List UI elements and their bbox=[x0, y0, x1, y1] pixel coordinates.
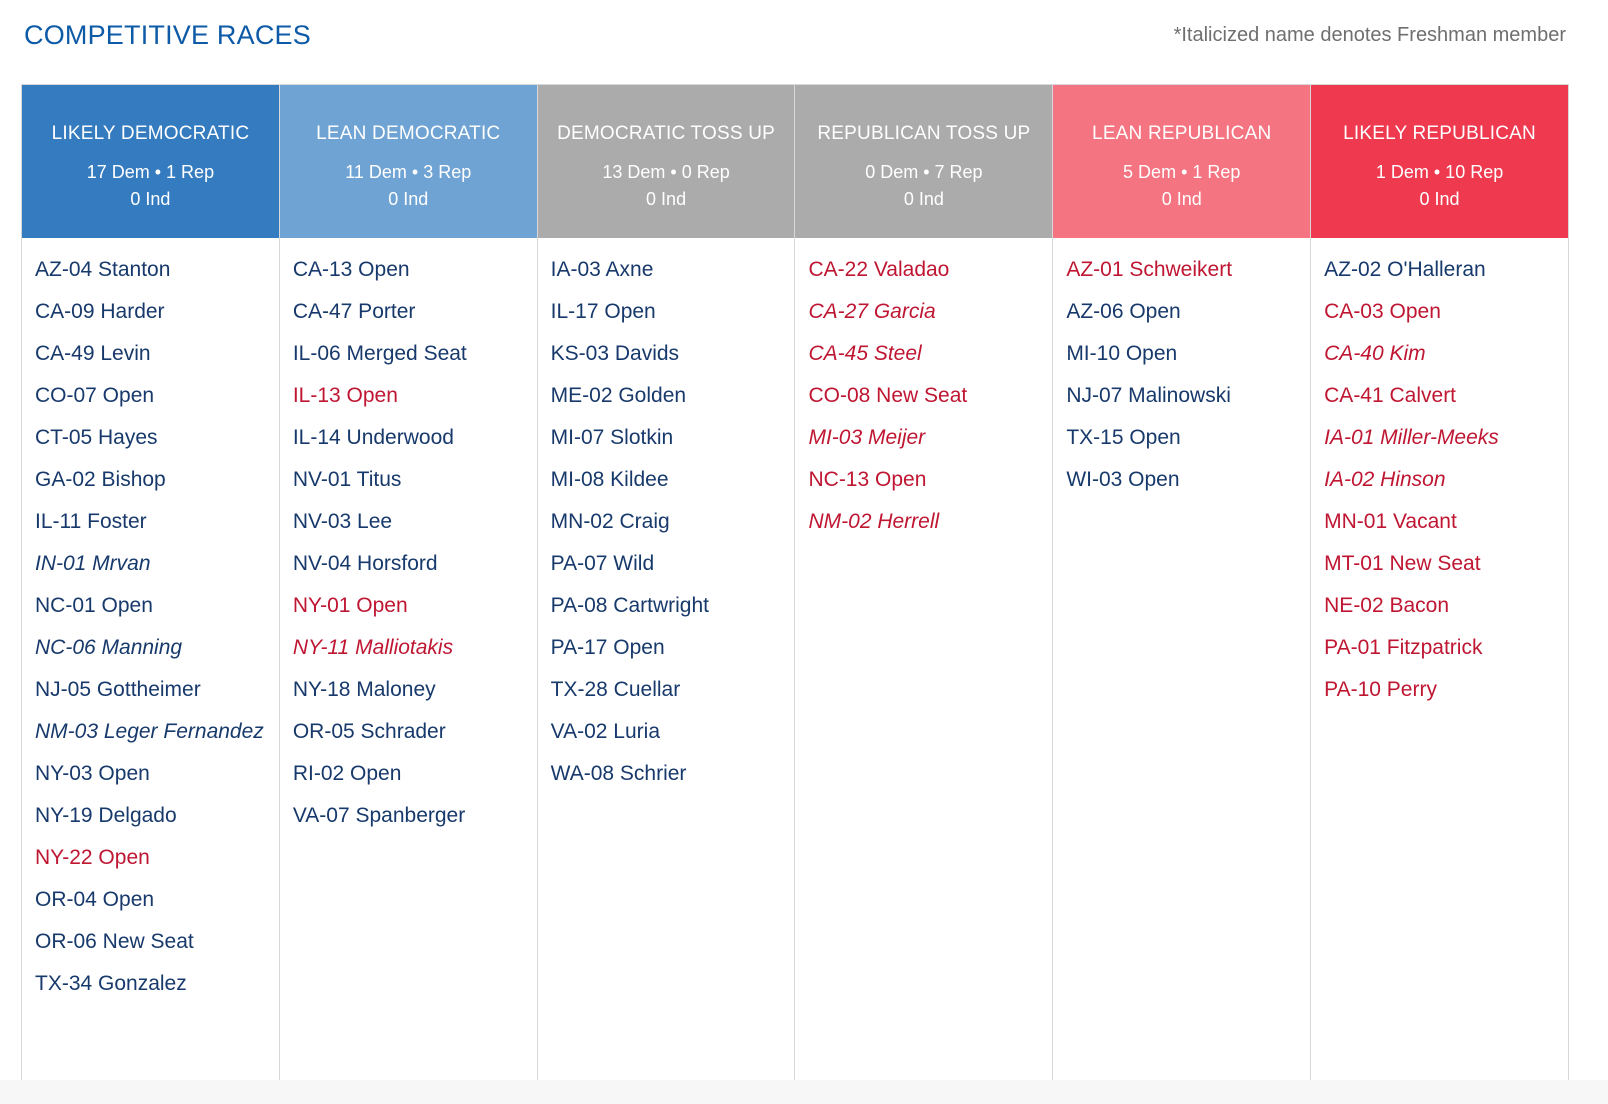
race-link[interactable]: RI-02 Open bbox=[292, 762, 402, 785]
race-link[interactable]: CA-49 Levin bbox=[35, 342, 151, 365]
race-link[interactable]: IL-13 Open bbox=[292, 384, 398, 407]
column-title: DEMOCRATIC TOSS UP bbox=[557, 123, 776, 144]
race-link[interactable]: PA-08 Cartwright bbox=[550, 594, 709, 617]
race-link[interactable]: PA-07 Wild bbox=[550, 552, 655, 575]
race-link[interactable]: MT-01 New Seat bbox=[1324, 552, 1481, 575]
race-link[interactable]: CA-22 Valadao bbox=[808, 258, 950, 281]
column-ind-count: 0 Ind bbox=[1419, 189, 1460, 209]
race-link[interactable]: WA-08 Schrier bbox=[550, 762, 687, 785]
column-title: LIKELY DEMOCRATIC bbox=[51, 123, 250, 144]
race-link[interactable]: KS-03 Davids bbox=[550, 342, 680, 365]
column-likely-republican bbox=[1310, 85, 1568, 1083]
page-footer-strip bbox=[0, 1080, 1608, 1104]
column-header-lean-republican bbox=[1053, 85, 1310, 238]
race-link[interactable]: NJ-07 Malinowski bbox=[1066, 384, 1231, 407]
race-link[interactable]: MI-10 Open bbox=[1066, 342, 1178, 365]
column-seat-counts: 13 Dem • 0 Rep bbox=[602, 162, 730, 182]
column-race-list bbox=[22, 238, 279, 1010]
race-link[interactable]: NY-03 Open bbox=[35, 762, 150, 785]
race-link[interactable]: CA-13 Open bbox=[292, 258, 410, 281]
race-link[interactable]: NV-01 Titus bbox=[292, 468, 402, 491]
column-seat-counts: 5 Dem • 1 Rep bbox=[1123, 162, 1241, 182]
race-link[interactable]: NV-04 Horsford bbox=[292, 552, 438, 575]
column-header-democratic-toss-up bbox=[538, 85, 795, 238]
race-link[interactable]: PA-17 Open bbox=[550, 636, 665, 659]
column-likely-democratic bbox=[22, 85, 279, 1083]
column-header-likely-republican bbox=[1311, 85, 1568, 238]
race-link[interactable]: IL-11 Foster bbox=[35, 510, 147, 533]
race-link[interactable]: NC-13 Open bbox=[808, 468, 927, 491]
race-link[interactable]: IL-17 Open bbox=[550, 300, 656, 323]
race-link[interactable]: TX-28 Cuellar bbox=[550, 678, 681, 701]
race-link[interactable]: NY-01 Open bbox=[292, 594, 408, 617]
race-link[interactable]: OR-06 New Seat bbox=[35, 930, 194, 953]
race-link[interactable]: CO-08 New Seat bbox=[808, 384, 968, 407]
column-header-lean-democratic bbox=[280, 85, 537, 238]
column-ind-count: 0 Ind bbox=[903, 189, 944, 209]
page-title: COMPETITIVE RACES bbox=[24, 20, 311, 50]
freshman-footnote: *Italicized name denotes Freshman member bbox=[1173, 24, 1566, 46]
race-link[interactable]: NY-19 Delgado bbox=[35, 804, 177, 827]
race-link[interactable]: CA-27 Garcia bbox=[808, 300, 936, 323]
column-title: LIKELY REPUBLICAN bbox=[1343, 123, 1536, 144]
column-header-republican-toss-up bbox=[795, 85, 1052, 238]
column-race-list bbox=[795, 238, 1052, 548]
race-link[interactable]: GA-02 Bishop bbox=[35, 468, 166, 491]
column-header-likely-democratic bbox=[22, 85, 279, 238]
race-link[interactable]: NV-03 Lee bbox=[292, 510, 393, 533]
race-link[interactable]: NC-06 Manning bbox=[35, 636, 183, 659]
race-link[interactable]: IA-03 Axne bbox=[550, 258, 654, 281]
column-race-list bbox=[1053, 238, 1310, 506]
race-link[interactable]: WI-03 Open bbox=[1066, 468, 1180, 491]
race-link[interactable]: CO-07 Open bbox=[35, 384, 155, 407]
race-link[interactable]: MN-01 Vacant bbox=[1324, 510, 1457, 533]
column-lean-democratic bbox=[279, 85, 537, 1083]
column-ind-count: 0 Ind bbox=[130, 189, 171, 209]
race-link[interactable]: AZ-06 Open bbox=[1066, 300, 1181, 323]
race-link[interactable]: CA-41 Calvert bbox=[1324, 384, 1457, 407]
race-link[interactable]: CA-45 Steel bbox=[808, 342, 922, 365]
race-link[interactable]: IL-14 Underwood bbox=[292, 426, 454, 449]
race-link[interactable]: ME-02 Golden bbox=[550, 384, 687, 407]
column-race-list bbox=[1311, 238, 1568, 716]
competitive-races-board bbox=[21, 84, 1569, 1084]
race-link[interactable]: NC-01 Open bbox=[35, 594, 153, 617]
race-link[interactable]: CT-05 Hayes bbox=[35, 426, 158, 449]
race-link[interactable]: MI-03 Meijer bbox=[808, 426, 926, 449]
race-link[interactable]: PA-01 Fitzpatrick bbox=[1324, 636, 1483, 659]
race-link[interactable]: VA-07 Spanberger bbox=[292, 804, 466, 827]
race-link[interactable]: MI-08 Kildee bbox=[550, 468, 669, 491]
column-title: LEAN REPUBLICAN bbox=[1092, 123, 1272, 144]
race-link[interactable]: NM-03 Leger Fernandez bbox=[35, 720, 264, 743]
race-link[interactable]: TX-15 Open bbox=[1066, 426, 1181, 449]
race-link[interactable]: MN-02 Craig bbox=[550, 510, 670, 533]
race-link[interactable]: OR-05 Schrader bbox=[292, 720, 446, 743]
race-link[interactable]: PA-10 Perry bbox=[1324, 678, 1437, 701]
column-race-list bbox=[538, 238, 795, 800]
race-link[interactable]: NJ-05 Gottheimer bbox=[35, 678, 201, 701]
race-link[interactable]: MI-07 Slotkin bbox=[550, 426, 674, 449]
column-lean-republican bbox=[1052, 85, 1310, 1083]
column-race-list bbox=[280, 238, 537, 842]
column-republican-toss-up bbox=[794, 85, 1052, 1083]
race-link[interactable]: AZ-02 O'Halleran bbox=[1324, 258, 1486, 281]
race-link[interactable]: TX-34 Gonzalez bbox=[35, 972, 187, 995]
race-link[interactable]: AZ-01 Schweikert bbox=[1066, 258, 1233, 281]
column-ind-count: 0 Ind bbox=[646, 189, 687, 209]
race-link[interactable]: NY-11 Malliotakis bbox=[292, 636, 454, 659]
race-link[interactable]: CA-47 Porter bbox=[292, 300, 416, 323]
column-title: LEAN DEMOCRATIC bbox=[316, 123, 501, 144]
race-link[interactable]: NY-18 Maloney bbox=[292, 678, 436, 701]
race-link[interactable]: CA-03 Open bbox=[1324, 300, 1441, 323]
column-seat-counts: 0 Dem • 7 Rep bbox=[865, 162, 983, 182]
column-ind-count: 0 Ind bbox=[388, 189, 429, 209]
column-democratic-toss-up bbox=[537, 85, 795, 1083]
race-link[interactable]: IL-06 Merged Seat bbox=[292, 342, 467, 365]
column-seat-counts: 17 Dem • 1 Rep bbox=[86, 162, 215, 182]
race-link[interactable]: IA-02 Hinson bbox=[1324, 468, 1446, 491]
column-seat-counts: 1 Dem • 10 Rep bbox=[1375, 162, 1504, 182]
race-link[interactable]: NM-02 Herrell bbox=[808, 510, 940, 533]
race-link[interactable]: CA-09 Harder bbox=[35, 300, 165, 323]
race-link[interactable]: AZ-04 Stanton bbox=[35, 258, 171, 281]
column-ind-count: 0 Ind bbox=[1161, 189, 1202, 209]
column-title: REPUBLICAN TOSS UP bbox=[817, 123, 1031, 144]
race-link[interactable]: NY-22 Open bbox=[35, 846, 150, 869]
race-link[interactable]: CA-40 Kim bbox=[1324, 342, 1426, 365]
race-link[interactable]: NE-02 Bacon bbox=[1324, 594, 1450, 617]
race-link[interactable]: IA-01 Miller-Meeks bbox=[1324, 426, 1499, 449]
column-seat-counts: 11 Dem • 3 Rep bbox=[345, 162, 472, 182]
race-link[interactable]: OR-04 Open bbox=[35, 888, 155, 911]
race-link[interactable]: IN-01 Mrvan bbox=[35, 552, 151, 575]
race-link[interactable]: VA-02 Luria bbox=[550, 720, 660, 743]
